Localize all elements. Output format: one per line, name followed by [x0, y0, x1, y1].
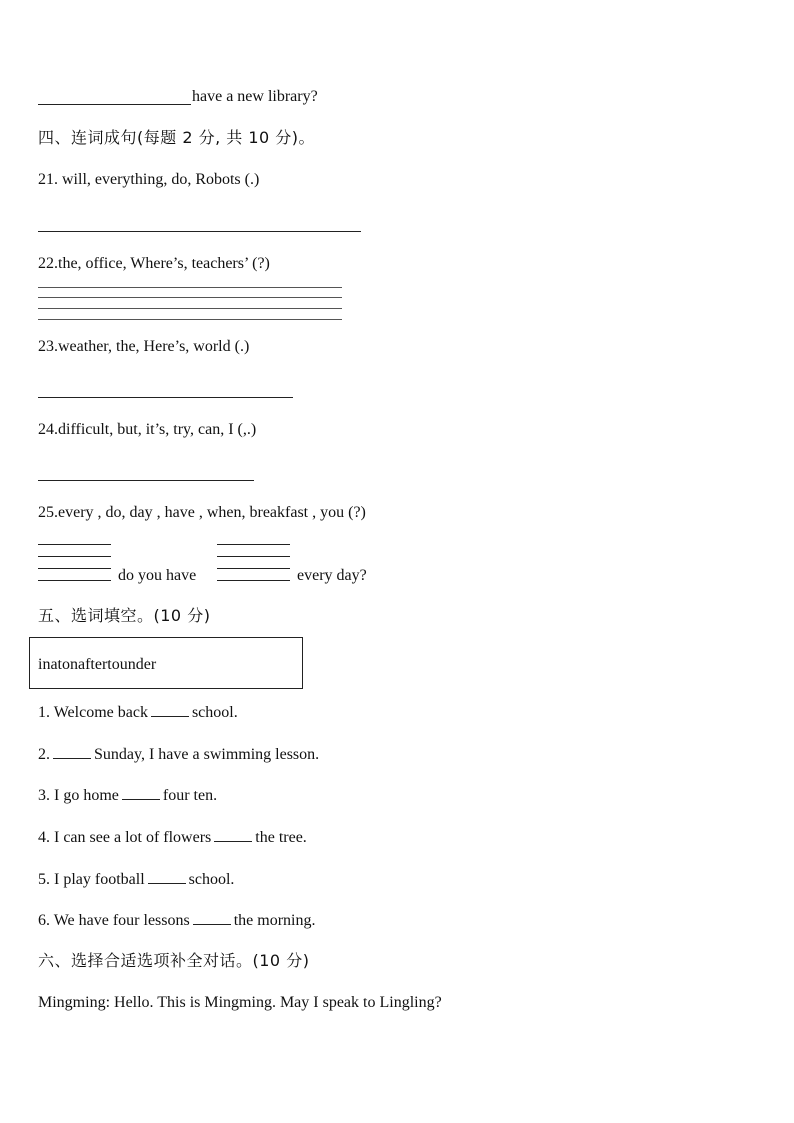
fill-item-after: school.	[188, 871, 235, 888]
fill-item-after: the morning.	[233, 912, 316, 929]
fill-item-after: four ten.	[162, 787, 218, 804]
fill-item-5	[38, 869, 234, 890]
fill-item-1	[38, 702, 238, 723]
fill-item-before: I can see a lot of flowers	[54, 829, 212, 846]
answer-line-23[interactable]	[38, 397, 293, 398]
question-25-end: every day?	[297, 567, 367, 584]
fill-item-after: the tree.	[255, 829, 307, 846]
fill-blank[interactable]	[193, 910, 231, 925]
fill-item-num: 4.	[38, 829, 50, 846]
section5-heading: 五、选词填空。(10 分)	[38, 606, 211, 625]
answer-line-25a1[interactable]	[38, 544, 111, 545]
answer-line-25b1[interactable]	[217, 544, 290, 545]
fill-item-after: Sunday, I have a swimming lesson.	[94, 746, 320, 763]
question-25: 25.every , do, day , have , when, breakfast , you (?)	[38, 504, 366, 521]
answer-line-25b4[interactable]	[217, 580, 290, 581]
answer-line-25a2[interactable]	[38, 556, 111, 557]
answer-line-24[interactable]	[38, 480, 254, 481]
fill-item-before: We have four lessons	[53, 912, 190, 929]
word-box-text: inatonaftertounder	[38, 656, 157, 673]
answer-line-25a4[interactable]	[38, 580, 111, 581]
question-22: 22.the, office, Where’s, teachers’ (?)	[38, 255, 270, 272]
fill-item-num: 6.	[38, 912, 50, 929]
fill-item-4	[38, 827, 307, 848]
answer-line-22c[interactable]	[38, 308, 342, 309]
fill-item-num: 5.	[38, 871, 50, 888]
answer-line-22b[interactable]	[38, 297, 342, 298]
fill-item-num: 1.	[38, 704, 50, 721]
fill-item-num: 3.	[38, 787, 50, 804]
fill-blank[interactable]	[122, 785, 160, 800]
fill-item-after: school.	[191, 704, 238, 721]
section4-heading: 四、连词成句(每题 2 分, 共 10 分)。	[38, 128, 316, 147]
dialogue-line-1: Mingming: Hello. This is Mingming. May I speak to Lingling?	[38, 994, 442, 1011]
fill-item-before: I go home	[54, 787, 119, 804]
fill-blank[interactable]	[214, 827, 252, 842]
fill-item-2	[38, 744, 319, 765]
answer-line-21[interactable]	[38, 231, 361, 232]
fill-blank[interactable]	[148, 869, 186, 884]
top-sentence-end: have a new library?	[192, 88, 318, 105]
fill-item-before: Welcome back	[53, 704, 148, 721]
fill-item-6	[38, 910, 316, 931]
question-23: 23.weather, the, Here’s, world (.)	[38, 338, 250, 355]
question-24: 24.difficult, but, it’s, try, can, I (,.)	[38, 421, 257, 438]
fill-item-3	[38, 785, 217, 806]
answer-line-22a[interactable]	[38, 287, 342, 288]
question-25-mid: do you have	[118, 567, 197, 584]
fill-item-before: I play football	[54, 871, 145, 888]
answer-line-25b2[interactable]	[217, 556, 290, 557]
answer-line-25a3[interactable]	[38, 568, 111, 569]
section6-heading: 六、选择合适选项补全对话。(10 分)	[38, 951, 310, 970]
answer-line-25b3[interactable]	[217, 568, 290, 569]
question-21: 21. will, everything, do, Robots (.)	[38, 171, 260, 188]
word-box	[29, 637, 303, 689]
answer-line-top[interactable]	[38, 104, 191, 105]
fill-blank[interactable]	[151, 702, 189, 717]
answer-line-22d[interactable]	[38, 319, 342, 320]
fill-blank[interactable]	[53, 744, 91, 759]
fill-item-num: 2.	[38, 746, 50, 763]
